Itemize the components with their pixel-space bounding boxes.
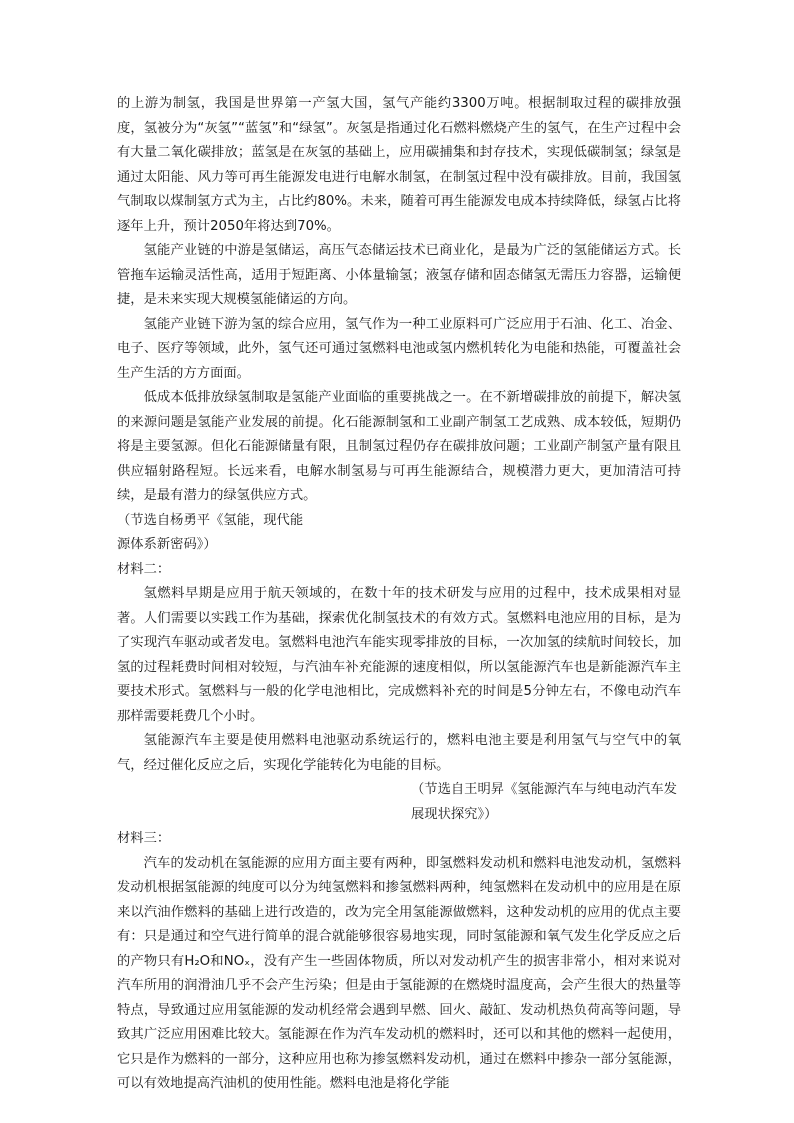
paragraph-engines: 汽车的发动机在氢能源的应用方面主要有两种，即氢燃料发动机和燃料电池发动机，氢燃料发动机根据氢能源的纯度可以分为纯氢燃料和掺氢燃料两种，纯氢燃料在发动机中的应用是在原来以汽油作燃料的基础上进行改造的，改为完全用氢能源做燃料，这种发动机的应用的优点主要有：只是通过和空气进行简单的混合就能够很容易地实现，同时氢能源和氧气发生化学反应之后的产物只有H₂O和NOₓ，没有产生一些固体物质，所以对发动机产生的损害非常小，相对来说对汽车所用的润滑油几乎不会产生污染；但是由于氢能源的在燃烧时温度高，会产生很大的热量等特点，导致通过应用氢能源的发动机经常会遇到早燃、回火、敲缸、发动机热负荷高等问题，导致其广泛应用困难比较大。氢能源在作为汽车发动机的燃料时，还可以和其他的燃料一起使用，它只是作为燃料的一部分，这种应用也称为掺氢燃料发动机，通过在燃料中掺杂一部分氢能源，可以有效地提高汽油机的使用性能。燃料电池是将化学能 [117, 855, 681, 1091]
paragraph-downstream: 氢能产业链下游为氢的综合应用，氢气作为一种工业原料可广泛应用于石油、化工、冶金、电子、医疗等领域，此外，氢气还可通过氢燃料电池或氢内燃机转化为电能和热能，可覆盖社会生产生活的方方面面。 [117, 316, 681, 381]
paragraph-midstream: 氢能产业链的中游是氢储运，高压气态储运技术已商业化，是最为广泛的氢能储运方式。长管拖车运输灵活性高，适用于短距离、小体量输氢；液氢存储和固态储氢无需压力容器，运输便捷，是未来实现大规模氢能储运的方向。 [117, 243, 681, 307]
document-page [117, 92, 681, 1097]
paragraph-upstream: 的上游为制氢，我国是世界第一产氢大国，氢气产能约3300万吨。根据制取过程的碳排放强度，氢被分为“灰氢”“蓝氢”和“绿氢”。灰氢是指通过化石燃料燃烧产生的氢气，在生产过程中会有大量二氧化碳排放；蓝氢是在灰氢的基础上，应用碳捕集和封存技术，实现低碳制氢；绿氢是通过太阳能、风力等可再生能源发电进行电解水制氢，在制氢过程中没有碳排放。目前，我国氢气制取以煤制氢方式为主，占比约80%。未来，随着可再生能源发电成本持续降低，绿氢占比将逐年上升，预计2050年将达到70%。 [117, 96, 681, 234]
paragraph-challenges: 低成本低排放绿氢制取是氢能产业面临的重要挑战之一。在不新增碳排放的前提下，解决氢的来源问题是氢能产业发展的前提。化石能源制氢和工业副产制氢工艺成熟、成本较低，短期仍将是主要氢源。但化石能源储量有限，且制氢过程仍存在碳排放问题；工业副产制氢产量有限且供应辐射路程短。长远来看，电解水制氢易与可再生能源结合，规模潜力更大，更加清洁可持续，是最有潜力的绿氢供应方式。 [117, 390, 681, 503]
paragraph-fuel-cell: 氢能源汽车主要是使用燃料电池驱动系统运行的，燃料电池主要是利用氢气与空气中的氧气，经过催化反应之后，实现化学能转化为电能的目标。 [117, 733, 681, 773]
material-2-label: 材料二： [117, 561, 171, 577]
material-3-label: 材料三： [117, 831, 171, 846]
paragraph-fuel-early: 氢燃料早期是应用于航天领域的，在数十年的技术研发与应用的过程中，技术成果相对显著。人们需要以实践工作为基础，探索优化制氢技术的有效方式。氢燃料电池应用的目标，是为了实现汽车驱动或者发电。氢燃料电池汽车能实现零排放的目标，一次加氢的续航时间较长，加氢的过程耗费时间相对较短，与汽油车补充能源的速度相似，所以氢能源汽车也是新能源汽车主要技术形式。氢燃料与一般的化学电池相比，完成燃料补充的时间是5分钟左右，不像电动汽车那样需要耗费几个小时。 [117, 586, 681, 724]
source-citation-2: （节选自王明昇《氢能源汽车与纯电动汽车发展现状探究》） [411, 782, 677, 822]
source-citation-1: （节选自杨勇平《氢能，现代能源体系新密码》） [117, 512, 304, 552]
